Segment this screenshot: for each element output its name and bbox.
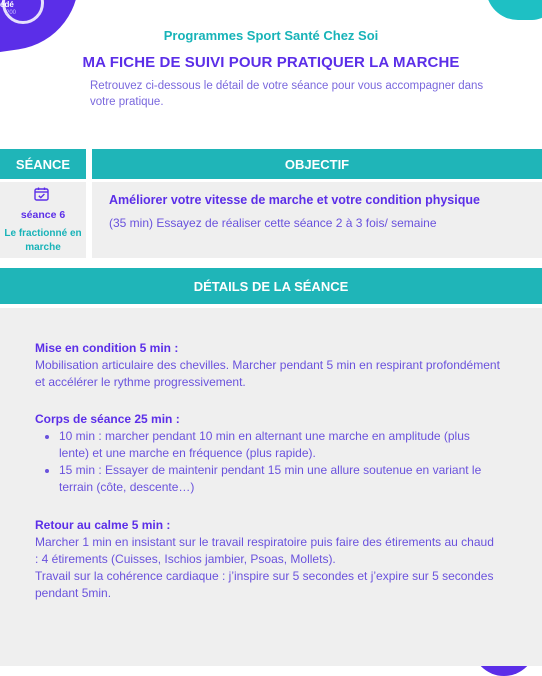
main-title: Corps de séance 25 min :	[35, 412, 180, 426]
list-item: • 15 min : Essayer de maintenir pendant 15 min une allure soutenue en variant le terrain (côte, descente…)	[59, 462, 500, 496]
intro-text: Retrouvez ci-dessous le détail de votre séance pour vous accompagner dans votre pratique.	[90, 80, 484, 108]
objective-description: (35 min) Essayez de réaliser cette séance 2 à 3 fois/ semaine	[109, 216, 437, 230]
cooldown-title: Retour au calme 5 min :	[35, 518, 171, 532]
seance-number: séance 6	[20, 209, 66, 221]
logo-text: édé	[0, 0, 14, 9]
seance-cell	[0, 182, 86, 258]
column-header-objectif: OBJECTIF	[92, 149, 542, 179]
objectif-cell	[92, 182, 542, 258]
calendar-check-icon	[34, 187, 49, 201]
main-list	[35, 428, 500, 496]
program-kicker: Programmes Sport Santé Chez Soi	[163, 28, 379, 43]
cooldown-text-1: Marcher 1 min en insistant sur le travail respiratoire puis faire des étirements au chaud : 4 étirements (Cuisses, Ischios jambier, Psoas, Mollets).	[35, 535, 494, 566]
logo-subtext: 200	[6, 10, 17, 16]
cooldown-section	[35, 517, 500, 602]
objective-title: Améliorer votre vitesse de marche et votre condition physique	[109, 193, 480, 207]
list-item: • 10 min : marcher pendant 10 min en alternant une marche en amplitude (plus lente) et une marche en fréquence (plus rapide).	[59, 428, 500, 462]
warmup-text: Mobilisation articulaire des chevilles. Marcher pendant 5 min en respirant profondément et accélérer le rythme progressivement.	[35, 358, 500, 389]
warmup-section	[35, 340, 500, 391]
warmup-title: Mise en condition 5 min :	[35, 341, 179, 355]
cooldown-text-2: Travail sur la cohérence cardiaque : j’inspire sur 5 secondes et j’expire sur 5 secondes pendant 5min.	[35, 569, 494, 600]
seance-name: Le fractionné en marche	[4, 228, 82, 253]
column-header-seance: SÉANCE	[0, 149, 86, 179]
page-title: MA FICHE DE SUIVI POUR PRATIQUER LA MARCHE	[82, 54, 460, 71]
decorative-blob-top-right	[486, 0, 542, 20]
main-section	[35, 411, 500, 496]
details-header: DÉTAILS DE LA SÉANCE	[0, 268, 542, 304]
